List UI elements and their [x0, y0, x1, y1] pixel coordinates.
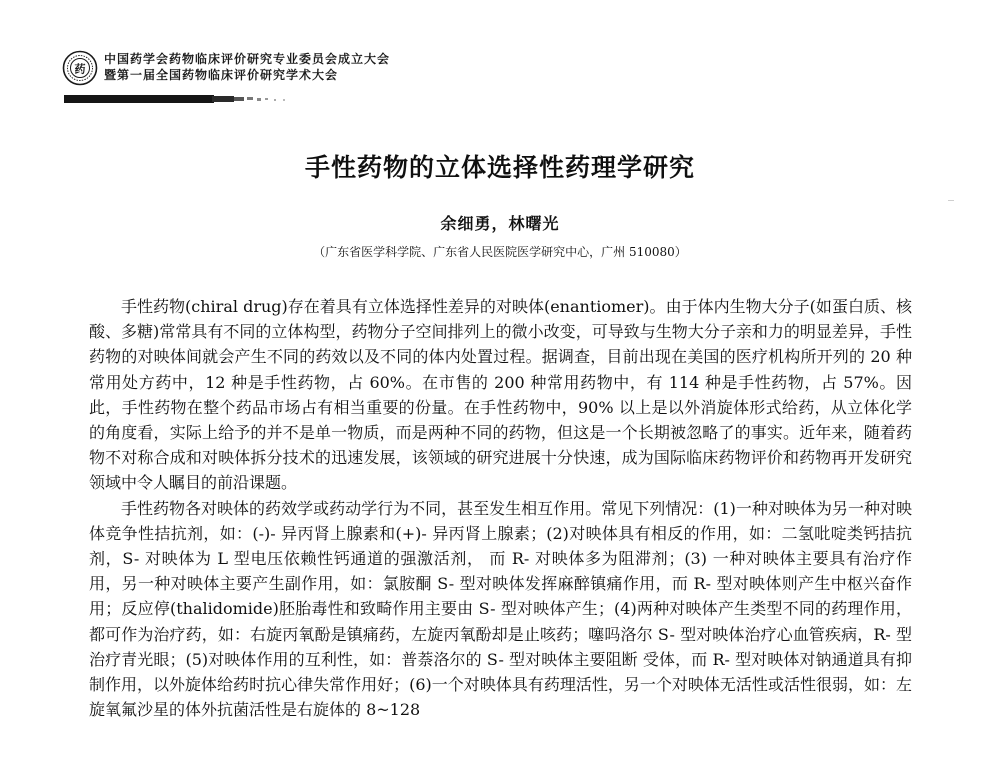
scan-artifact	[948, 200, 954, 201]
seal-glyph: 药	[74, 62, 86, 76]
paper-authors: 余细勇，林曙光	[440, 214, 560, 233]
society-seal-icon	[62, 50, 98, 86]
conference-title-line-1: 中国药学会药物临床评价研究专业委员会成立大会	[104, 52, 391, 66]
body-paragraph-2: 手性药物各对映体的药效学或药动学行为不同，甚至发生相互作用。常见下列情况：(1)一种对映体为另一种对映体竞争性拮抗剂，如：(-)- 异丙肾上腺素和(+)- 异丙肾上腺素；(2)对映体具有相反的作用，如：二氢吡啶类钙拮抗剂，S- 对映体为 L 型电压依赖性钙通道的强激活剂， 而 R- 对映体多为阻滞剂；(3) 一种对映体主要具有治疗作用，另一种对映体主要产生副作用，如：氯胺酮 S- 型对映体发挥麻醉镇痛作用，而 R- 型对映体则产生中枢兴奋作用；反应停(thalidomide)胚胎毒性和致畸作用主要由 S- 型对映体产生；(4)两种对映体产生类型不同的药理作用，都可作为治疗药，如：右旋丙氧酚是镇痛药，左旋丙氧酚却是止咳药；噻吗洛尔 S- 型对映体治疗心血管疾病，R- 型治疗青光眼；(5)对映体作用的互利性，如：普萘洛尔的 S- 型对映体主要阻断 受体，而 R- 型对映体对钠通道具有抑制作用，以外旋体给药时抗心律失常作用好；(6)一个对映体具有药理活性，另一个对映体无活性或活性很弱，如：左旋氧氟沙星的体外抗菌活性是右旋体的 8~128	[89, 498, 912, 720]
author-affiliation: （广东省医学科学院、广东省人民医院医学研究中心，广州 510080）	[313, 245, 687, 259]
paper-title: 手性药物的立体选择性药理学研究	[304, 153, 695, 182]
conference-header	[62, 44, 482, 114]
body-paragraph-1: 手性药物(chiral drug)存在着具有立体选择性差异的对映体(enantiomer)。由于体内生物大分子(如蛋白质、核酸、多糖)常常具有不同的立体构型，药物分子空间排列上的微小改变，可导致与生物大分子亲和力的明显差异，手性药物的对映体间就会产生不同的药效以及不同的体内处置过程。据调查，目前出现在美国的医疗机构所开列的 20 种常用处方药中，12 种是手性药物，占 60%。在市售的 200 种常用药物中，有 114 种是手性药物，占 57%。因此，手性药物在整个药品市场占有相当重要的份量。在手性药物中，90% 以上是以外消旋体形式给药，从立体化学的角度看，实际上给予的并不是单一物质，而是两种不同的药物，但这是一个长期被忽略了的事实。近年来，随着药物不对称合成和对映体拆分技术的迅速发展，该领域的研究进展十分快速，成为国际临床药物评价和药物再开发研究领域中令人瞩目的前沿课题。	[89, 297, 912, 493]
paper-body	[89, 294, 912, 722]
redaction-mark	[64, 92, 304, 106]
conference-title-line-2: 暨第一届全国药物临床评价研究学术大会	[104, 68, 339, 82]
